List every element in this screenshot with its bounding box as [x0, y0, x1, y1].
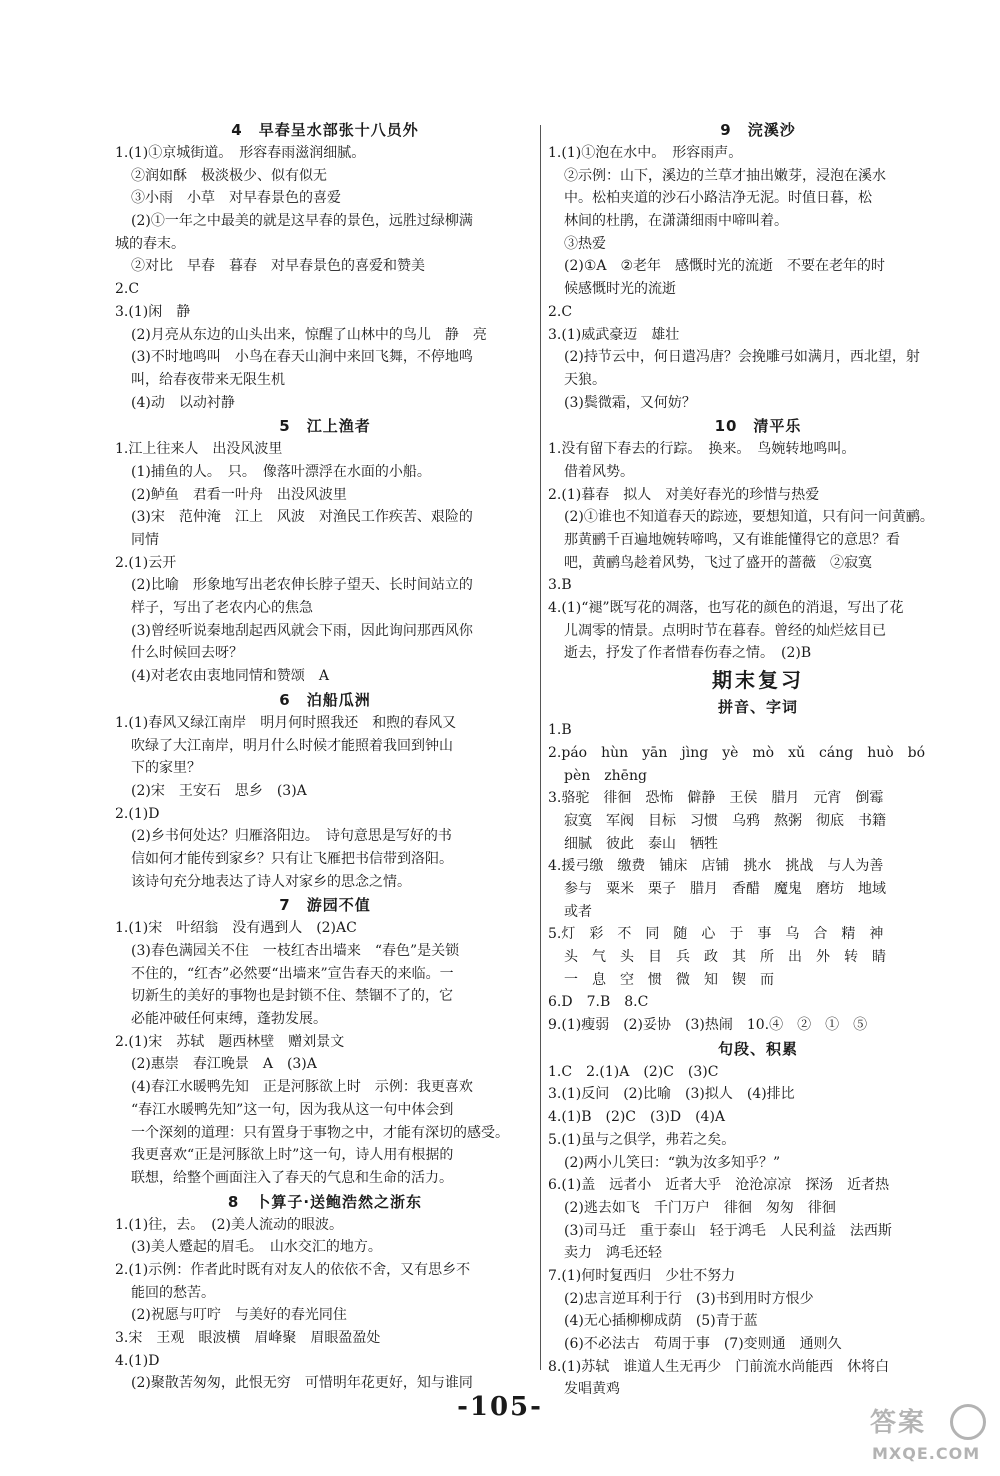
answer-line: 头 气 头 目 兵 政 其 所 出 外 转 睛 — [564, 949, 886, 965]
answer-line: 参与 粟米 栗子 腊月 香醋 魔鬼 磨坊 地域 — [564, 880, 886, 897]
answer-line: 一 息 空 惯 微 知 锲 而 — [564, 971, 774, 988]
answer-line: 寂寞 军阀 目标 习惯 乌鸦 熬粥 彻底 书籍 — [564, 812, 886, 829]
answer-line: 叫，给春夜带来无限生机 — [131, 371, 285, 388]
answer-line: (3)不时地鸣叫 小鸟在春天山涧中来回飞舞，不停地鸣 — [131, 349, 473, 366]
answer-line: ②润如酥 极淡极少、似有似无 — [131, 167, 327, 184]
page-number: -105- — [457, 1392, 543, 1422]
section-title: 9 浣溪沙 — [720, 121, 796, 139]
answer-line: 切新生的美好的事物也是封锁不住、禁锢不了的，它 — [131, 988, 453, 1005]
answer-line: 2.(1)示例：作者此时既有对友人的依依不舍，又有思乡不 — [115, 1261, 471, 1278]
answer-line: (6)不必法古 苟周于事 (7)变则通 通则久 — [564, 1336, 842, 1352]
answer-line: 2.(1)宋 苏轼 题西林壁 赠刘景文 — [115, 1033, 345, 1050]
answer-line: 中。松柏夹道的沙石小路洁净无泥。时值日暮，松 — [564, 190, 872, 207]
answer-line: 1.江上往来人 出没风波里 — [115, 441, 283, 458]
answer-line: 4.(1)B (2)C (3)D (4)A — [548, 1109, 726, 1126]
answer-line: 我更喜欢“正是河豚欲上时”这一句，诗人用有根据的 — [131, 1147, 454, 1164]
answer-line: 借着风势。 — [564, 463, 634, 480]
answer-line: 7.(1)何时复西归 少壮不努力 — [548, 1267, 736, 1284]
answer-line: 3.(1)反问 (2)比喻 (3)拟人 (4)排比 — [548, 1086, 795, 1103]
answer-line: (2)月亮从东边的山头出来，惊醒了山林中的鸟儿 静 亮 — [131, 326, 487, 343]
answer-line: 4.(1)D — [115, 1352, 160, 1369]
answer-line: 林间的杜鹃，在潇潇细雨中啼叫着。 — [564, 213, 788, 230]
answer-line: 发唱黄鸡 — [564, 1381, 620, 1398]
answer-line: 什么时候回去呀？ — [131, 645, 243, 662]
section-title: 句段、积累 — [717, 1039, 798, 1058]
answer-line: 4.(1)“褪”既写花的凋落，也写花的颜色的消退，写出了花 — [548, 600, 904, 617]
answer-line: 1.B — [548, 722, 572, 739]
section-title: 10 清平乐 — [714, 417, 802, 436]
answer-line: ③热爱 — [564, 235, 606, 252]
answer-line: 候感慨时光的流逝 — [564, 281, 676, 298]
answer-line: 2.C — [548, 303, 573, 320]
answer-line: (2)乡书何处达？归雁洛阳边。 诗句意思是写好的书 — [131, 828, 452, 845]
answer-line: (2)比喻 形象地写出老农伸长脖子望天、长时间站立的 — [131, 577, 473, 594]
answer-line: 5.灯 彩 不 同 随 心 于 事 乌 合 精 神 — [548, 926, 884, 943]
answer-line: 5.(1)虽与之俱学，弗若之矣。 — [548, 1131, 736, 1148]
answer-line: 6.D 7.B 8.C — [548, 994, 649, 1011]
answer-line: (2)①A ②老年 感慨时光的流逝 不要在老年的时 — [564, 258, 886, 275]
answer-line: 3.(1)威武豪迈 雄壮 — [548, 326, 680, 343]
watermark-logo — [862, 1400, 992, 1470]
answer-line: ②示例：山下，溪边的兰草才抽出嫩芽，浸泡在溪水 — [564, 167, 886, 184]
answer-line: (4)动 以动衬静 — [131, 394, 235, 411]
answer-line: 信如何才能传到家乡？只有让飞雁把书信带到洛阳。 — [131, 850, 453, 867]
answer-line: 下的家里？ — [131, 760, 201, 777]
answer-line: 2.páo hùn yān jìng yè mò xǔ cáng huò bó — [548, 744, 926, 761]
answer-line: 2.(1)云开 — [115, 554, 177, 571]
answer-line: (2)宋 王安石 思乡 (3)A — [131, 782, 307, 799]
answer-line: (4)春江水暖鸭先知 正是河豚欲上时 示例：我更喜欢 — [131, 1079, 473, 1096]
answer-line: 能回的愁苦。 — [131, 1284, 215, 1301]
answer-line: (2)持节云中，何日遣冯唐？会挽雕弓如满月，西北望，射 — [564, 349, 920, 366]
answer-line: (1)捕鱼的人。 只。 像落叶漂浮在水面的小船。 — [131, 463, 431, 480]
section-title: 6 泊船瓜洲 — [279, 690, 371, 709]
answer-line: 3.(1)闲 静 — [115, 303, 191, 320]
answer-line: 6.(1)盖 远者小 近者大乎 沧沧凉凉 探汤 近者热 — [548, 1177, 890, 1194]
answer-line: 卖力 鸿毛还轻 — [564, 1245, 662, 1262]
answer-line: 1.(1)宋 叶绍翁 没有遇到人 (2)AC — [115, 920, 357, 937]
answer-line: 8.(1)苏轼 谁道人生无再少 门前流水尚能西 休将白 — [548, 1358, 890, 1375]
section-title: 7 游园不值 — [279, 896, 371, 915]
answer-line: 样子，写出了老农内心的焦急 — [131, 600, 313, 617]
answer-line: 9.(1)瘦弱 (2)妥协 (3)热闹 10.④ ② ① ⑤ — [548, 1017, 868, 1034]
answer-line: (2)鲈鱼 君看一叶舟 出没风波里 — [131, 486, 347, 503]
answer-line: (2)惠崇 春江晚景 A (3)A — [131, 1056, 317, 1073]
answer-line: (2)两小儿笑曰：“孰为汝多知乎？” — [564, 1154, 781, 1171]
answer-line: (2)逃去如飞 千门万户 徘徊 匆匆 徘徊 — [564, 1199, 836, 1216]
answer-line: 1.(1)①泡在水中。 形容雨声。 — [548, 145, 743, 161]
answer-line: 不住的，“红杏”必然要“出墙来”宣告春天的来临。一 — [131, 965, 454, 982]
watermark-main-text: 答案 — [870, 1408, 927, 1438]
answer-line: 3.宋 王观 眼波横 眉峰聚 眉眼盈盈处 — [115, 1330, 381, 1346]
answer-line: 天狼。 — [564, 371, 606, 388]
watermark-circle-icon — [950, 1404, 986, 1440]
answer-line: ③小雨 小草 对早春景色的喜爱 — [131, 190, 341, 207]
answer-line: (3)曾经听说秦地刮起西风就会下雨，因此询问那西风你 — [131, 622, 473, 639]
answer-line: (2)①谁也不知道春天的踪迹，要想知道，只有问一问黄鹂。 — [564, 509, 934, 526]
answer-line: (3)鬓微霜，又何妨？ — [564, 394, 696, 411]
answer-line: 2.(1)暮春 拟人 对美好春光的珍惜与热爱 — [548, 486, 820, 503]
answer-line: “春江水暖鸭先知”这一句，因为我从这一句中体会到 — [131, 1101, 454, 1118]
answer-line: 或者 — [564, 903, 592, 920]
column-divider — [540, 125, 541, 1370]
watermark-site-text: MXQE.COM — [872, 1444, 981, 1463]
answer-line: (2)祝愿与叮咛 与美好的春光同住 — [131, 1307, 347, 1324]
answer-line: 4.援弓缴 缴费 铺床 店铺 挑水 挑战 与人为善 — [548, 858, 884, 875]
answer-line: 2.C — [115, 281, 140, 298]
answer-line: 吹绿了大江南岸，明月什么时候才能照着我回到钟山 — [131, 737, 453, 754]
answer-line: (3)司马迁 重于泰山 轻于鸿毛 人民利益 法西斯 — [564, 1222, 892, 1239]
answer-line: 1.C 2.(1)A (2)C (3)C — [548, 1063, 719, 1080]
answer-line: (2)聚散苦匆匆，此恨无穷 可惜明年花更好，知与谁同 — [131, 1375, 473, 1392]
left-column — [115, 118, 535, 1395]
right-column — [548, 118, 968, 1401]
answer-line: 吧，黄鹂鸟趁着风势，飞过了盛开的蔷薇 ②寂寞 — [564, 554, 872, 571]
answer-line: (2)①一年之中最美的就是这早春的景色，远胜过绿柳满 — [131, 213, 473, 230]
answer-line: 1.没有留下春去的行踪。 换来。 鸟婉转地鸣叫。 — [548, 441, 856, 458]
answer-line: 1.(1)①京城街道。 形容春雨滋润细腻。 — [115, 145, 366, 161]
answer-line: (3)美人蹙起的眉毛。 山水交汇的地方。 — [131, 1239, 382, 1256]
answer-line: ②对比 早春 暮春 对早春景色的喜爱和赞美 — [131, 258, 425, 275]
answer-line: 1.(1)往，去。 (2)美人流动的眼波。 — [115, 1216, 344, 1233]
answer-line: (3)春色满园关不住 一枝红杏出墙来 “春色”是关锁 — [131, 943, 460, 959]
answer-line: 同情 — [131, 532, 159, 548]
answer-line: (4)无心插柳柳成荫 (5)青于蓝 — [564, 1313, 758, 1330]
answer-line: 3.B — [548, 577, 572, 594]
answer-line: 那黄鹂千百遍地婉转啼鸣，又有谁能懂得它的意思？看 — [564, 532, 900, 548]
chapter-title: 期末复习 — [712, 668, 804, 693]
answer-line: 1.(1)春风又绿江南岸 明月何时照我还 和煦的春风又 — [115, 714, 457, 731]
answer-line: (4)对老农由衷地同情和赞颂 A — [131, 668, 329, 685]
answer-line: 2.(1)D — [115, 805, 160, 822]
section-title: 拼音、字词 — [717, 698, 798, 717]
answer-line: 3.骆驼 徘徊 恐怖 僻静 王侯 腊月 元宵 倒霉 — [548, 790, 884, 807]
section-title: 5 江上渔者 — [279, 417, 371, 436]
answer-line: 必能冲破任何束缚，蓬勃发展。 — [131, 1011, 327, 1028]
answer-line: 一个深刻的道理：只有置身于事物之中，才能有深切的感受。 — [131, 1124, 509, 1141]
section-title: 4 早春呈水部张十八员外 — [231, 121, 419, 139]
answer-line: 城的春末。 — [115, 235, 185, 252]
answer-line: 细腻 彼此 泰山 牺牲 — [564, 835, 718, 852]
answer-line: 逝去，抒发了作者惜春伤春之情。 (2)B — [564, 645, 812, 662]
answer-line: pèn zhēng — [564, 767, 647, 784]
answer-line: 联想，给整个画面注入了春天的气息和生命的活力。 — [131, 1169, 453, 1186]
answer-line: 儿凋零的情景。点明时节在暮春。曾经的灿烂炫目已 — [564, 622, 886, 639]
answer-line: (2)忠言逆耳利于行 (3)书到用时方恨少 — [564, 1290, 814, 1307]
answer-line: (3)宋 范仲淹 江上 风波 对渔民工作疾苦、艰险的 — [131, 509, 473, 526]
section-title: 8 卜算子·送鲍浩然之浙东 — [227, 1192, 423, 1211]
answer-line: 该诗句充分地表达了诗人对家乡的思念之情。 — [131, 873, 411, 890]
